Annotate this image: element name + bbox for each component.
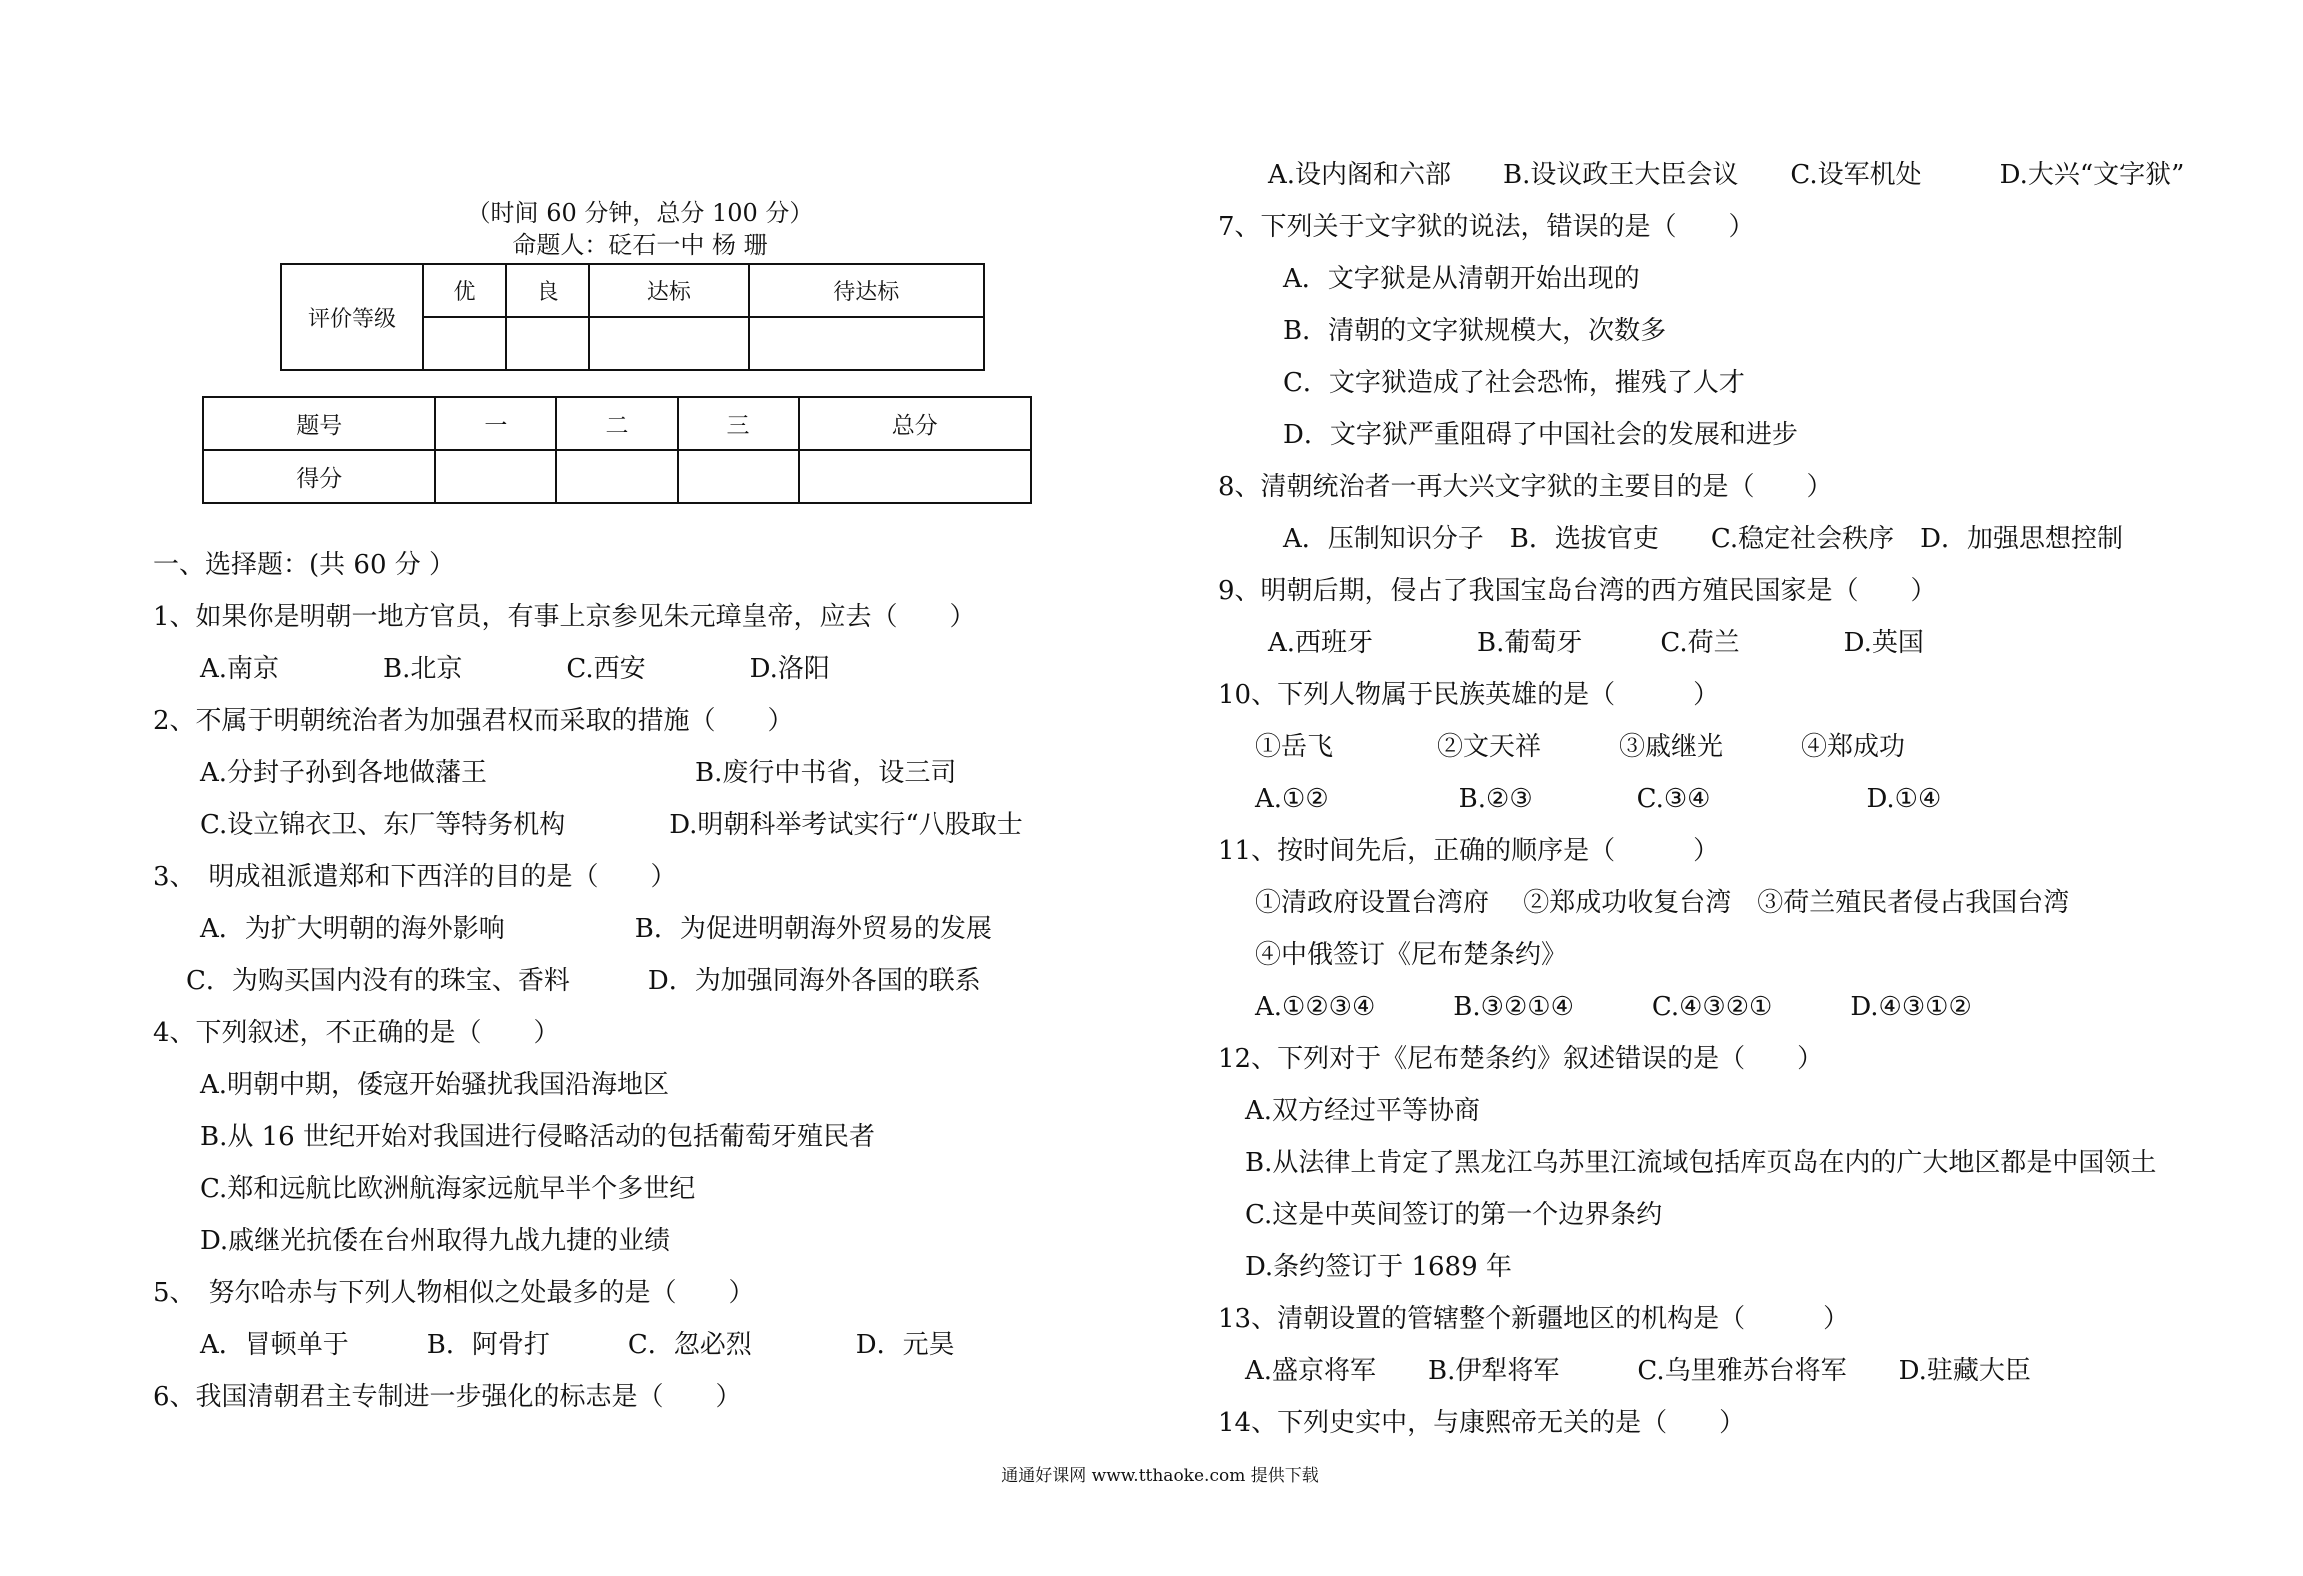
grade-good: 良	[506, 264, 589, 317]
footer-credit: 通通好课网 www.tthaoke.com 提供下载	[1001, 1466, 1319, 1486]
question-12: 12、下列对于《尼布楚条约》叙述错误的是（ ）	[1218, 1044, 1824, 1074]
q4-option-d: D.戚继光抗倭在台州取得九战九捷的业绩	[200, 1226, 671, 1256]
grade-pass: 达标	[589, 264, 748, 317]
q11-items-1: ①清政府设置台湾府 ②郑成功收复台湾 ③荷兰殖民者侵占我国台湾	[1255, 888, 2070, 918]
eval-label: 评价等级	[281, 264, 423, 370]
score-row-label: 得分	[203, 450, 435, 503]
score-cell[interactable]	[678, 450, 799, 503]
q4-option-c: C.郑和远航比欧洲航海家远航早半个多世纪	[200, 1174, 696, 1204]
question-1: 1、如果你是明朝一地方官员，有事上京参见朱元璋皇帝，应去（ ）	[153, 602, 976, 632]
score-header: 一	[435, 397, 556, 450]
q11-items-2: ④中俄签订《尼布楚条约》	[1255, 940, 1568, 970]
q12-option-a: A.双方经过平等协商	[1245, 1096, 1481, 1126]
question-5: 5、 努尔哈赤与下列人物相似之处最多的是（ ）	[153, 1278, 755, 1308]
time-info: （时间 60 分钟，总分 100 分）	[466, 199, 814, 227]
q3-options-ab: A．为扩大明朝的海外影响 B．为促进明朝海外贸易的发展	[200, 914, 992, 944]
score-cell[interactable]	[556, 450, 677, 503]
q8-options: A．压制知识分子 B．选拔官吏 C.稳定社会秩序 D．加强思想控制	[1283, 524, 2123, 554]
q12-option-c: C.这是中英间签订的第一个边界条约	[1245, 1200, 1663, 1230]
question-3: 3、 明成祖派遣郑和下西洋的目的是（ ）	[153, 862, 677, 892]
question-11: 11、按时间先后，正确的顺序是（ ）	[1218, 836, 1720, 866]
grade-cell[interactable]	[423, 317, 506, 370]
q12-option-b: B.从法律上肯定了黑龙江乌苏里江流域包括库页岛在内的广大地区都是中国领土	[1245, 1148, 2157, 1178]
q6-options: A.设内阁和六部 B.设议政王大臣会议 C.设军机处 D.大兴“文字狱”	[1268, 160, 2185, 190]
q2-options-cd: C.设立锦衣卫、东厂等特务机构 D.明朝科举考试实行“八股取士	[200, 810, 1023, 840]
question-9: 9、明朝后期，侵占了我国宝岛台湾的西方殖民国家是（ ）	[1218, 576, 1937, 606]
score-cell[interactable]	[799, 450, 1031, 503]
score-table	[202, 396, 1032, 504]
question-2: 2、不属于明朝统治者为加强君权而采取的措施（ ）	[153, 706, 794, 736]
question-10: 10、下列人物属于民族英雄的是（ ）	[1218, 680, 1720, 710]
grade-excellent: 优	[423, 264, 506, 317]
score-header: 总分	[799, 397, 1031, 450]
score-header: 二	[556, 397, 677, 450]
grade-cell[interactable]	[589, 317, 748, 370]
q7-option-a: A．文字狱是从清朝开始出现的	[1283, 264, 1640, 294]
q12-option-d: D.条约签订于 1689 年	[1245, 1252, 1512, 1282]
grade-pending: 待达标	[749, 264, 984, 317]
q4-option-a: A.明朝中期，倭寇开始骚扰我国沿海地区	[200, 1070, 670, 1100]
q4-option-b: B.从 16 世纪开始对我国进行侵略活动的包括葡萄牙殖民者	[200, 1122, 875, 1152]
q10-options: A.①② B.②③ C.③④ D.①④	[1255, 784, 1942, 814]
question-4: 4、下列叙述，不正确的是（ ）	[153, 1018, 560, 1048]
q9-options: A.西班牙 B.葡萄牙 C.荷兰 D.英国	[1268, 628, 1924, 658]
section-title: 一、选择题：(共 60 分 ）	[153, 550, 456, 580]
q2-options-ab: A.分封子孙到各地做藩王 B.废行中书省，设三司	[200, 758, 957, 788]
q3-options-cd: C．为购买国内没有的珠宝、香料 D．为加强同海外各国的联系	[186, 966, 981, 996]
question-7: 7、下列关于文字狱的说法，错误的是（ ）	[1218, 212, 1755, 242]
question-14: 14、下列史实中，与康熙帝无关的是（ ）	[1218, 1408, 1746, 1438]
q11-options: A.①②③④ B.③②①④ C.④③②① D.④③①②	[1255, 992, 1972, 1022]
grade-cell[interactable]	[506, 317, 589, 370]
author-line: 命题人：砭石一中 杨 珊	[512, 231, 768, 259]
question-6: 6、我国清朝君主专制进一步强化的标志是（ ）	[153, 1382, 742, 1412]
grade-cell[interactable]	[749, 317, 984, 370]
q13-options: A.盛京将军 B.伊犁将军 C.乌里雅苏台将军 D.驻藏大臣	[1245, 1356, 2031, 1386]
q1-options: A.南京 B.北京 C.西安 D.洛阳	[200, 654, 830, 684]
question-13: 13、清朝设置的管辖整个新疆地区的机构是（ ）	[1218, 1304, 1850, 1334]
evaluation-table	[280, 263, 985, 371]
score-header: 题号	[203, 397, 435, 450]
question-8: 8、清朝统治者一再大兴文字狱的主要目的是（ ）	[1218, 472, 1833, 502]
q7-option-b: B．清朝的文字狱规模大，次数多	[1283, 316, 1667, 346]
score-header: 三	[678, 397, 799, 450]
q5-options: A．冒顿单于 B．阿骨打 C．忽必烈 D．元昊	[200, 1330, 955, 1360]
q10-items: ①岳飞 ②文天祥 ③戚继光 ④郑成功	[1255, 732, 1906, 762]
score-cell[interactable]	[435, 450, 556, 503]
q7-option-c: C．文字狱造成了社会恐怖，摧残了人才	[1283, 368, 1745, 398]
q7-option-d: D．文字狱严重阻碍了中国社会的发展和进步	[1283, 420, 1798, 450]
